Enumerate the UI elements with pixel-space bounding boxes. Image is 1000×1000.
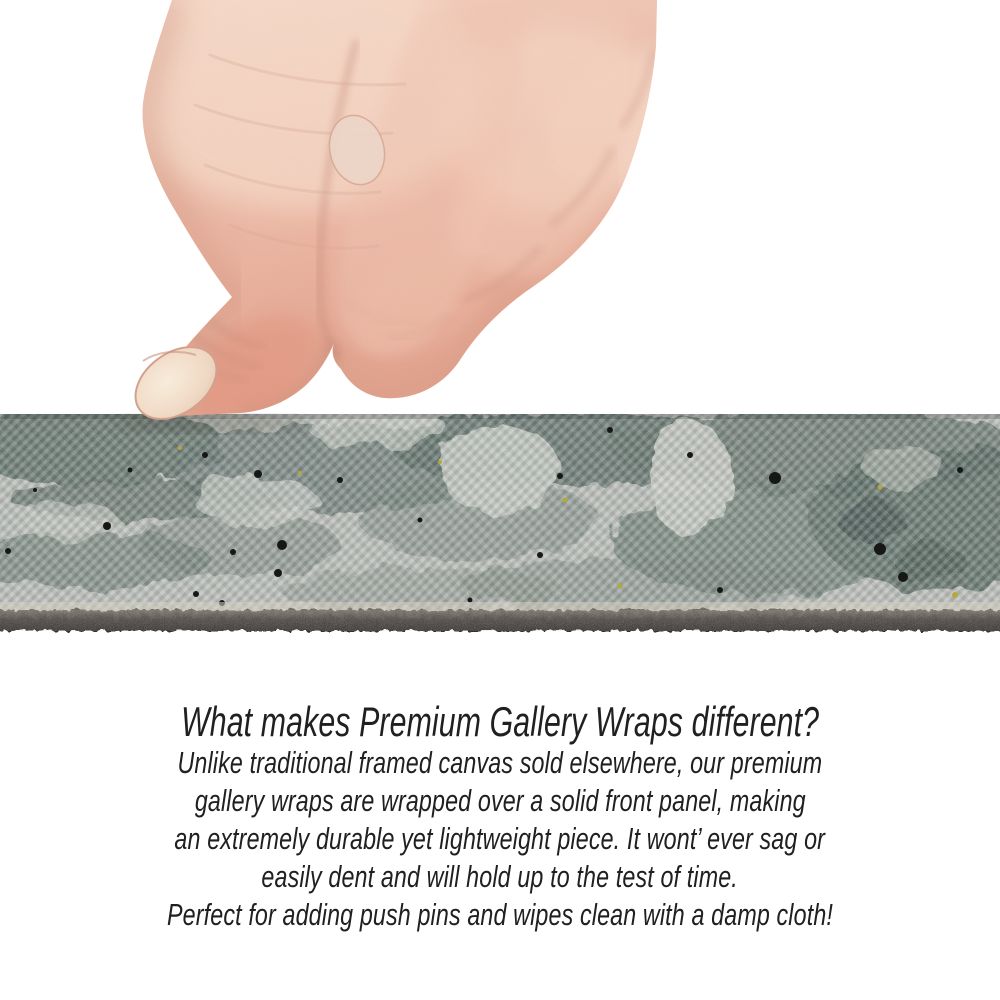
caption-title: What makes Premium Gallery Wraps different? bbox=[180, 698, 820, 745]
hand-illustration bbox=[115, 0, 701, 442]
caption-line-1: Unlike traditional framed canvas sold elsewhere, our premium bbox=[177, 745, 823, 780]
canvas-edge-strip bbox=[0, 405, 1000, 631]
thumb-contact-shadow bbox=[115, 415, 305, 433]
caption bbox=[0, 699, 1000, 934]
caption-line-4: easily dent and will hold up to the test of time. bbox=[261, 859, 739, 894]
caption-line-5: Perfect for adding push pins and wipes clean with a damp cloth! bbox=[166, 897, 833, 932]
caption-line-3: an extremely durable yet lightweight piece. It wont’ ever sag or bbox=[174, 821, 826, 856]
caption-line-2: gallery wraps are wrapped over a solid front panel, making bbox=[194, 783, 806, 818]
